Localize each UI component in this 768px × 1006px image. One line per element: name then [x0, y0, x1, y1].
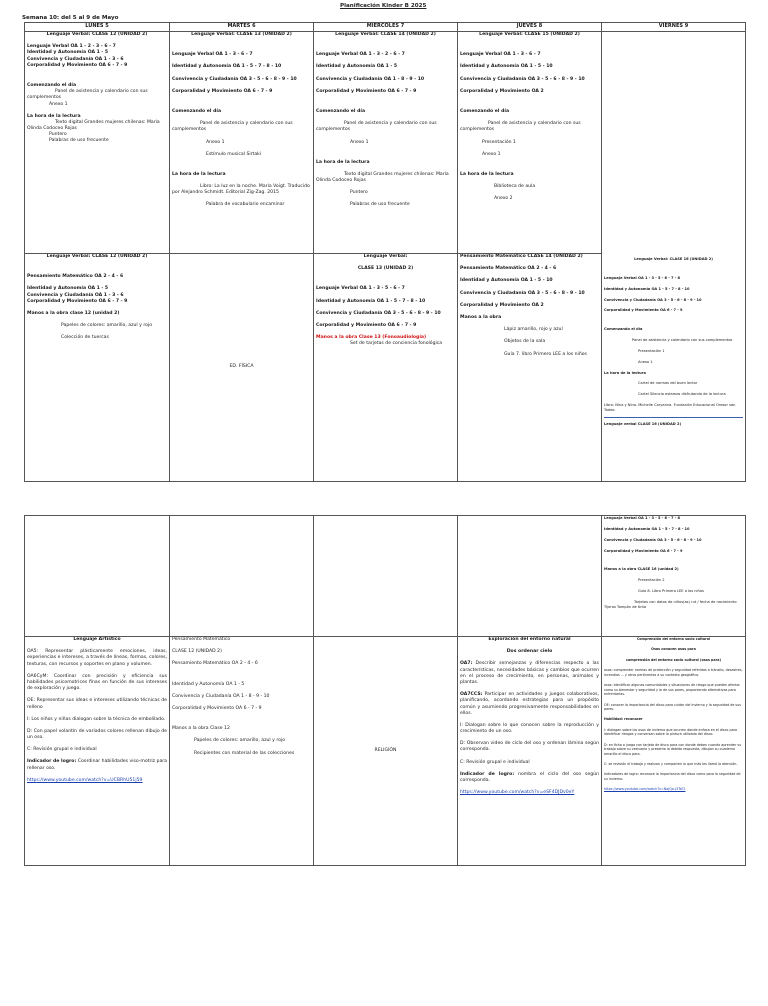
objective-paragraph: osos: comprender normas de protección y seguridad referidas a tránsito, desastres, incendios ... y otros pertinentes a su contexto geográfico. [604, 668, 743, 677]
class-heading: Lenguaje Verbal: CLASE 12 (UNIDAD 2) [46, 254, 148, 259]
video-link[interactable]: https://www.youtube.com/watch?v=NaJQa-J5TsF2 [604, 787, 686, 792]
cell-friday-block4 [602, 637, 746, 866]
material-line: Texto digital Grandes mujeres chilenas: María Olinda Codoceo Rojas [316, 171, 449, 184]
schedule-table-week-bottom [24, 515, 746, 866]
subject-label: RELIGIÓN [374, 747, 397, 753]
material-line: Presentación 1 [638, 348, 665, 353]
class-heading: Pensamiento Matemático [172, 637, 231, 642]
oa-line: Identidad y Autonomía OA 1 - 5 [27, 286, 109, 292]
day-header-friday: VIERNES 9 [602, 23, 746, 32]
activity-paragraph: D: en ficha a juego con tarjeta de disco para con donde deben cuando aprender su trabajo sobre su vestuario y presenta la debida respuesta, dibujan su cuaderno amarillo el disco para. [604, 742, 742, 756]
activity-paragraph: D: Con papel volantín de variados colores rellenan dibujo de un oso. [27, 728, 167, 741]
day-header-wednesday: MIÉRCOLES 7 [314, 23, 458, 32]
activity-paragraph: D: Observan video de ciclo del oso y ordenan lámina según corresponda. [460, 741, 599, 753]
material-line: Panel de asistencia y calendario con sus complementos [316, 121, 437, 133]
oa-line: Convivencia y Ciudadanía OA 1 - 3 - 6 [27, 56, 124, 62]
oa-line: Identidad y Autonomía OA 1 - 5 - 10 [460, 64, 553, 70]
oa-line: Corporalidad y Movimiento OA 6 - 7 - 9 [604, 308, 683, 313]
material-line: Libro: Nina y Nino. Michelle Caryanna. Fundación Educacional Oresor san Tadeo. [604, 403, 736, 412]
oa-line: Lenguaje Verbal OA 1 - 2 - 3 - 6 - 7 [27, 44, 116, 50]
oa-line: Convivencia y Ciudadanía OA 3 - 5 - 6 - 8 - 9 - 10 [460, 290, 585, 296]
activity-paragraph: C: Revisión grupal e individual [27, 747, 97, 753]
oa-line: Corporalidad y Movimiento OA 6 - 7 - 9 [316, 322, 417, 328]
section-heading: Comenzando el día [460, 108, 510, 114]
oa-line: Corporalidad y Movimiento OA 6 - 7 - 9 [316, 88, 417, 94]
material-line: Papeles de colores: amarillo, azul y rojo [61, 323, 153, 329]
content-line: Convivencia y Ciudadanía OA 1 - 8 - 9 - 10 [172, 693, 270, 699]
objective-paragraph: OE: Representar sus ideas e intereses utilizando técnicas de relleno [27, 698, 167, 710]
class-heading: Exploración del entorno natural [488, 637, 571, 642]
cell-friday-block1 [602, 32, 746, 482]
objective-text: Participar en actividades y juegos colaborativos, planificando, acordando estrategias para un propósito común y asumiendo progresivamente responsabilidades en ellos. [460, 692, 599, 716]
objective-label: OA7CCS: [460, 692, 483, 698]
class-heading: Lenguaje Verbal: CLASE 12 (UNIDAD 2) [46, 32, 148, 37]
week-label: Semana 10: del 5 al 9 de Mayo [22, 15, 119, 21]
content-line: CLASE 12 (UNIDAD 2) [172, 649, 222, 655]
class-heading: Comprensión del entorno socio cultural [636, 637, 711, 641]
section-heading: La hora de la lectura [27, 113, 81, 119]
section-heading: La hora de la lectura [460, 171, 514, 177]
objective-label: OA7: [460, 661, 473, 667]
cell-thursday-block3 [458, 516, 602, 637]
oa-line: Convivencia y Ciudadanía OA 3 - 5 - 6 - 8 - 9 - 10 [604, 297, 702, 302]
class-heading: Lenguaje Verbal: CLASE 13 (UNIDAD 2) [191, 32, 292, 37]
material-line: Palabra de vocabulario encaminar [206, 202, 285, 208]
objective-paragraph: osos: identificar algunas comunidades y situaciones de riesgo que pueden afectar como su bienestar y seguridad y la de sus pares, proponiendo alternativas para enfrentarlas. [604, 683, 740, 697]
material-line: Colección de tuercas [61, 335, 109, 341]
material-line: Texto digital Grandes mujeres chilenas: María Olinda Codoceo Rojas [27, 119, 160, 132]
section-heading: Manos a la obra clase 12 (unidad 2) [27, 310, 120, 316]
content-line: Identidad y Autonomía OA 1 - 5 [172, 681, 245, 687]
oa-line: Lenguaje Verbal OA 1 - 3 - 6 - 7 [460, 52, 541, 58]
oa-line: Convivencia y Ciudadanía OA 1 - 8 - 9 - 10 [316, 76, 425, 82]
material-line: Anexo 1 [49, 101, 68, 107]
material-line: Panel de asistencia y calendario con sus complementos [632, 338, 733, 343]
class-heading: Lenguaje Verbal: CLASE 16 (UNIDAD 2) [634, 257, 713, 261]
cell-wednesday-block2 [314, 254, 458, 482]
oa-line: Lenguaje Verbal OA 1 - 3 - 6 - 7 [172, 52, 253, 58]
cell-wednesday-block4 [314, 637, 458, 866]
section-heading: Comenzando el día [172, 108, 222, 114]
material-line: Presentación 2 [638, 578, 665, 583]
cell-thursday-block2 [458, 254, 602, 482]
cell-thursday-block1 [458, 32, 602, 254]
activity-paragraph: I: dialogan sobre los osos de invierno que ocurren donde enfoca en el disco para identificar riesgos y conversan sobre la pintura utilizada del disco. [604, 727, 737, 737]
oa-line: Convivencia y Ciudadanía OA 3 - 5 - 6 - 8 - 9 - 10 [316, 310, 441, 316]
material-line: Estímulo musical Sirtaki [206, 151, 262, 157]
material-line: Anexo 1 [350, 139, 369, 145]
cell-monday-block4 [25, 637, 170, 866]
indicator-label: Indicador de logro: [27, 759, 77, 765]
material-line: Panel de asistencia y calendario con sus complementos [460, 121, 581, 133]
activity-paragraph: C: Revisión grupal e individual [460, 759, 530, 765]
content-line: Manos a la obra Clase 12 [172, 726, 230, 732]
oa-line: Lenguaje Verbal OA 1 - 3 - 5 - 6 - 7 - 8 [604, 516, 680, 520]
material-line: Guía 8. Libro Primero LEE a los niños [638, 589, 704, 594]
indicator-paragraph [27, 759, 167, 771]
day-header-tuesday: MARTES 6 [170, 23, 314, 32]
cell-tuesday-block3 [170, 516, 314, 637]
class-subheading: comprensión del entorno socio cultural (osos para) [625, 657, 722, 662]
section-heading: Comenzando el día [604, 327, 643, 332]
oa-line: Pensamiento Matemático OA 2 - 4 - 6 [460, 266, 557, 272]
material-line: Anexo 1 [638, 359, 653, 364]
activity-paragraph: I: Los niños y niñas dialogan sobre la técnica de embolilado. [27, 716, 166, 722]
oa-line: Identidad y Autonomía OA 1 - 5 [316, 64, 398, 70]
activity-paragraph: C: se revisión el trabajo y realizan y comparten lo que más les llamó la atención. [604, 762, 738, 766]
objective-paragraph [460, 692, 599, 717]
objective-paragraph: OE: conocer la importancia del disco para cuidar del invierno y la seguridad de sus pares. [604, 702, 741, 711]
oa-line: Corporalidad y Movimiento OA 2 [460, 302, 544, 308]
cell-thursday-block4 [458, 637, 602, 866]
cell-tuesday-block1 [170, 32, 314, 254]
cell-tuesday-block2 [170, 254, 314, 482]
oa-line: Corporalidad y Movimiento OA 6 - 7 - 9 [604, 548, 683, 553]
cell-monday-block3 [25, 516, 170, 637]
material-line: Palabras de uso frecuente [49, 138, 109, 144]
cell-friday-block3 [602, 516, 746, 637]
oa-line: Corporalidad y Movimiento OA 6 - 7 - 9 [172, 88, 273, 94]
day-header-thursday: JUEVES 8 [458, 23, 602, 32]
material-line: Guía 7. libro Primero LEE a los niños [504, 351, 587, 357]
class-heading: Lenguaje Verbal: CLASE 15 (UNIDAD 2) [479, 32, 580, 37]
section-heading: La hora de la lectura [604, 370, 646, 375]
material-line: Presentación 1 [482, 139, 516, 145]
oa-line: Corporalidad y Movimiento OA 2 [460, 88, 544, 94]
material-line: Puntero [49, 132, 67, 138]
material-line: Libro: La luz en la noche. María Voigt. Traducido por Alejandro Schmidt. Editorial Zig-Zag. 2015 [172, 184, 310, 196]
subject-label: ED. FÍSICA [229, 364, 254, 370]
section-heading-red: Manos a la obra Clase 13 (Fonoaudiología) [316, 335, 427, 341]
indicator-paragraph: Indicadores de logro: reconoce la importancia del disco como para la seguridad de su invierno. [604, 772, 741, 781]
cell-wednesday-block1 [314, 32, 458, 254]
content-line: Pensamiento Matemático OA 2 - 4 - 6 [172, 661, 258, 667]
class-heading: Lenguaje Verbal: CLASE 14 (UNIDAD 2) [335, 32, 436, 37]
oa-line: Lenguaje Verbal OA 1 - 3 - 5 - 6 - 7 - 8 [604, 275, 680, 280]
material-line: Objetos de la sala [504, 339, 546, 345]
class-heading: Pensamiento Matemático CLASE 14 (UNIDAD 2) [460, 254, 583, 259]
oa-line: Convivencia y Ciudadanía OA 1 - 3 - 6 [27, 292, 124, 298]
oa-line: Identidad y Autonomía OA 1 - 5 - 7 - 8 - 10 [604, 526, 690, 531]
section-heading: La hora de la lectura [172, 171, 226, 177]
schedule-table-week-top [24, 22, 746, 482]
indicator-text: Coordinar habilidades viso-motriz para rellenar oso. [27, 759, 167, 771]
video-link[interactable]: https://www.youtube.com/watch?v=eSF4DJDv0eY [460, 790, 575, 796]
objective-text: Describir semejanzas y diferencias respecto a las características, necesidades básicas y cambios que ocurren en el proceso de crecimiento, en personas, animales y plantas. [460, 661, 599, 685]
material-line: Panel de asistencia y calendario con sus complementos [27, 89, 148, 101]
cell-monday-block2 [25, 254, 170, 482]
material-line: Anexo 1 [482, 151, 501, 157]
section-heading: La hora de la lectura [316, 159, 370, 165]
activity-paragraph: I: Dialogan sobre lo que conocen sobre la reproducción y crecimiento de un oso. [460, 722, 599, 735]
content-line: Corporalidad y Movimiento OA 6 - 7 - 9 [172, 705, 262, 711]
oa-line: Corporalidad y Movimiento OA 6 - 7 - 9 [27, 298, 128, 304]
class-heading: Lenguaje Verbal: [363, 254, 408, 259]
oa-line: Convivencia y Ciudadanía OA 3 - 5 - 6 - 8 - 9 - 10 [172, 76, 297, 82]
content-line: Papeles de colores: amarillo, azul y rojo [194, 738, 286, 744]
class-subheading: Dos ordenar cielo [506, 649, 553, 655]
oa-line: Identidad y Autonomía OA 1 - 5 - 7 - 8 - 10 [604, 286, 690, 291]
material-line: Set de tarjetas de conciencia fonológica [350, 341, 443, 347]
indicator-paragraph [460, 772, 599, 784]
oa-line: Convivencia y Ciudadanía OA 3 - 5 - 6 - 8 - 9 - 10 [460, 76, 585, 82]
oa-line: Convivencia y Ciudadanía OA 3 - 5 - 6 - 8 - 9 - 10 [604, 537, 702, 542]
indicator-label: Indicador de logro: [460, 771, 515, 777]
objective-paragraph: OA5: Representar plásticamente emociones, ideas, experiencias e intereses, a través de líneas, formas, colores, texturas, con recursos y soportes en plano y volumen. [27, 649, 167, 667]
cell-monday-block1 [25, 32, 170, 254]
material-line: Lápiz amarillo, rojo y azul [504, 327, 563, 333]
section-heading: Manos a la obra [460, 314, 502, 320]
oa-line: Pensamiento Matemático OA 2 - 4 - 6 [27, 274, 124, 280]
class-heading: CLASE 13 (UNIDAD 2) [357, 266, 414, 272]
class-heading: Lenguaje Artístico [73, 637, 121, 642]
skill-line: Habilidad: reconocer [604, 717, 643, 722]
oa-line: Identidad y Autonomía OA 1 - 5 [27, 50, 109, 56]
material-line: Cartel de normas del buen lector [638, 381, 698, 386]
oa-line: Identidad y Autonomía OA 1 - 5 - 10 [460, 278, 553, 284]
objective-paragraph [460, 661, 599, 686]
oa-line: Identidad y Autonomía OA 1 - 5 - 7 - 8 - 10 [316, 298, 426, 304]
material-line: Anexo 2 [494, 196, 513, 202]
oa-line: Lenguaje Verbal OA 1 - 3 - 2 - 6 - 7 [316, 52, 405, 58]
section-heading: Comenzando el día [316, 108, 366, 114]
video-link[interactable]: https://www.youtube.com/watch?v=UCBRhU51j59 [27, 777, 143, 783]
cell-wednesday-block3 [314, 516, 458, 637]
oa-line: Lenguaje Verbal OA 1 - 3 - 5 - 6 - 7 [316, 286, 405, 292]
divider-line [604, 417, 743, 418]
class-subheading: Osos conocen osos para [651, 647, 696, 652]
material-line: Cartel Silencio estamos disfrutando de la lectura [638, 392, 726, 397]
cell-tuesday-block4 [170, 637, 314, 866]
material-line: Tarjetas con datos de niños(as) rut / fecha de nacimiento Tijeras Tampón de tinta [604, 599, 737, 609]
objective-paragraph: OA6CyM: Coordinar con precisión y eficiencia sus habilidades psicomotrices finas en función de sus intereses de exploración y juego. [27, 673, 167, 692]
section-heading: Manos a la obra CLASE 16 (unidad 2) [604, 567, 679, 572]
section-heading: Comenzando el día [27, 82, 77, 88]
material-line: Puntero [350, 190, 368, 196]
material-line: Biblioteca de aula [494, 184, 536, 190]
page-title: Planificación Kinder B 2025 [340, 3, 427, 9]
oa-line: Corporalidad y Movimiento OA 6 - 7 - 9 [27, 62, 128, 68]
material-line: Anexo 1 [206, 139, 225, 145]
day-header-monday: LUNES 5 [25, 23, 170, 32]
material-line: Palabras de uso frecuente [350, 202, 410, 208]
content-line: Recipientes con material de las colecciones [194, 750, 295, 756]
oa-line: Identidad y Autonomía OA 1 - 5 - 7 - 8 - 10 [172, 64, 282, 70]
material-line: Panel de asistencia y calendario con sus complementos [172, 121, 293, 133]
indicator-text: nombra el ciclo del oso según corresponda. [460, 771, 599, 783]
class-heading: Lenguaje verbal CLASE 16 (UNIDAD 2) [604, 421, 682, 426]
